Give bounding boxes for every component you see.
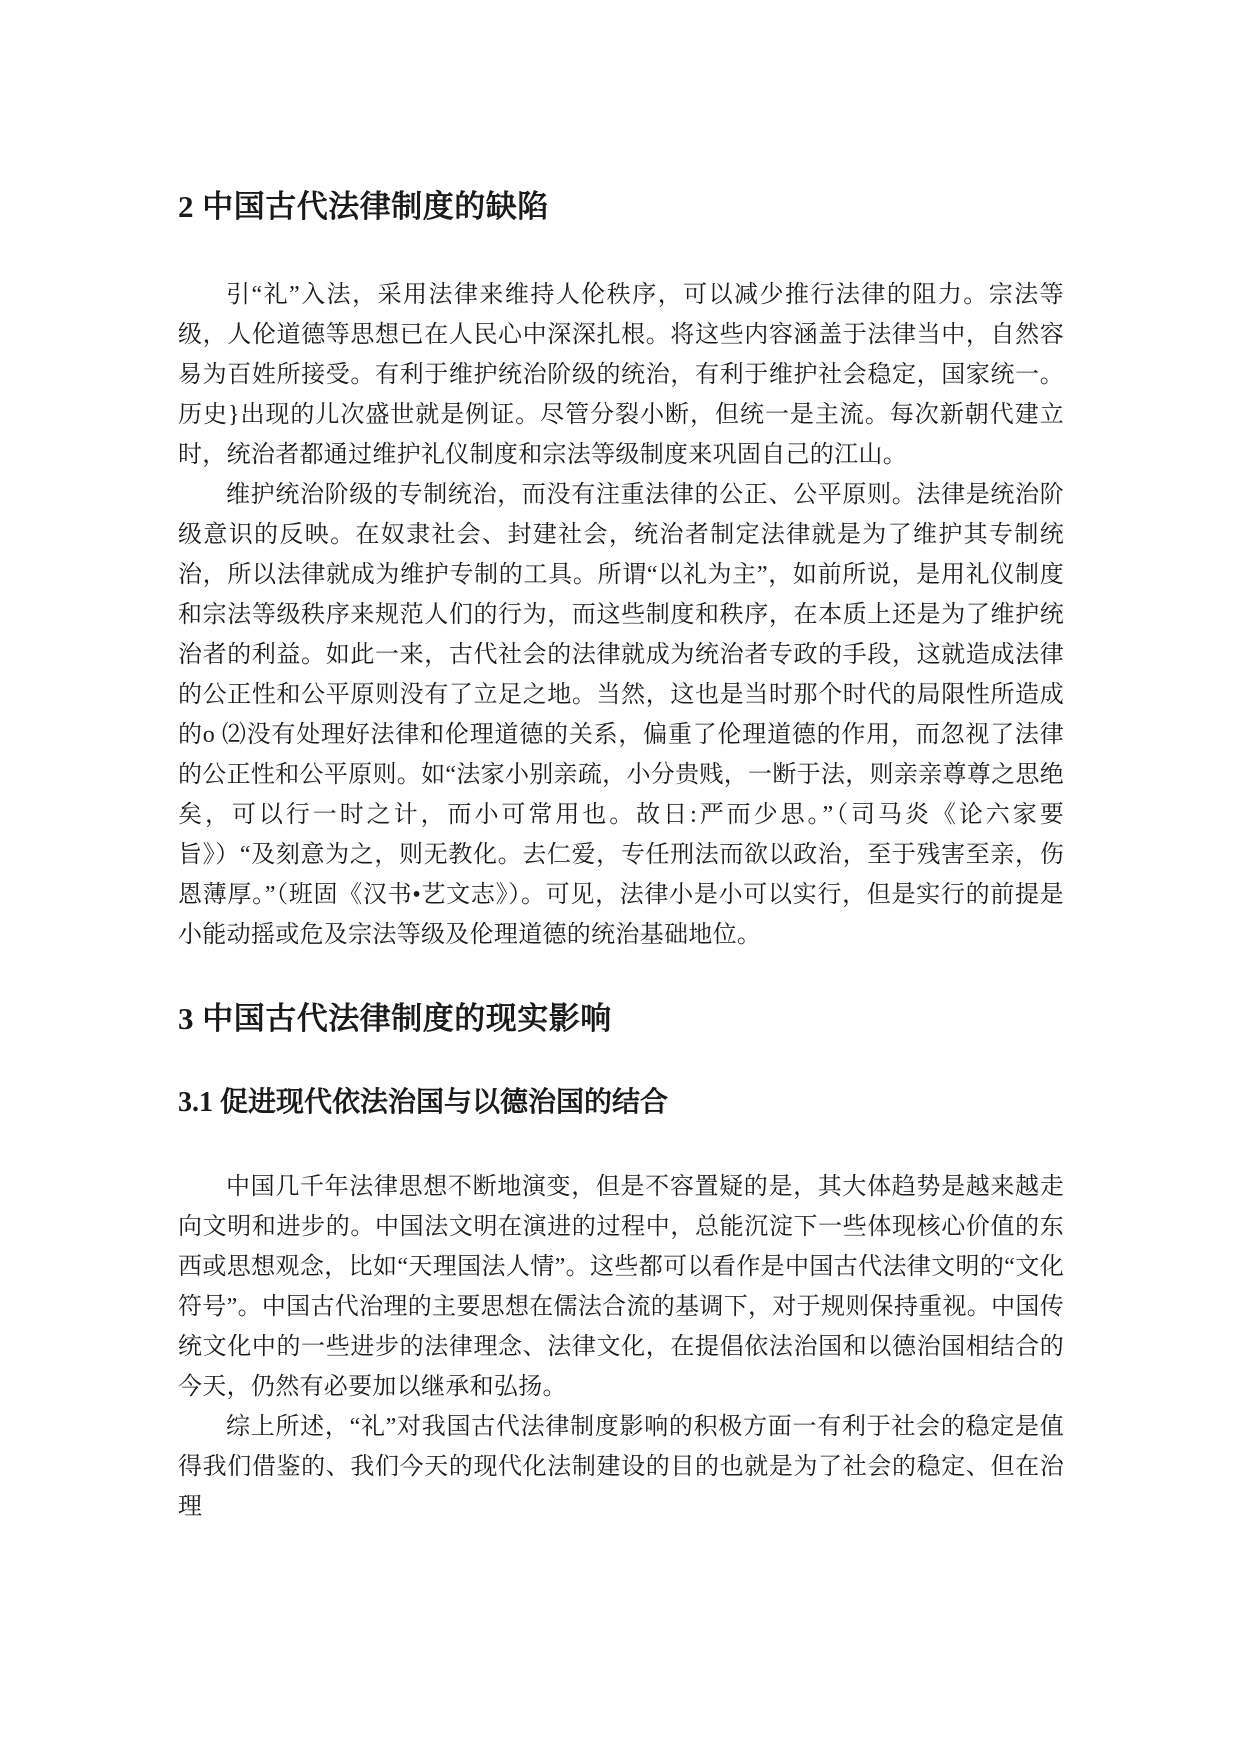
body-paragraph: 综上所述，“礼”对我国古代法律制度影响的积极方面一有利于社会的稳定是值得我们借鉴的、我们今天的现代化法制建设的目的也就是为了社会的稳定、但在治理	[178, 1414, 1064, 1520]
subsection-heading: 3.1 促进现代依法治国与以德治国的结合	[178, 1087, 669, 1118]
section-heading: 2 中国古代法律制度的缺陷	[178, 189, 549, 224]
body-paragraph: 引“礼”入法，采用法律来维持人伦秩序，可以减少推行法律的阻力。宗法等级，人伦道德等思想已在人民心中深深扎根。将这些内容涵盖于法律当中，自然容易为百姓所接受。有利于维护统治阶级的统治，有利于维护社会稳定，国家统一。历史}出现的儿次盛世就是例证。尽管分裂小断，但统一是主流。每次新朝代建立时，统治者都通过维护礼仪制度和宗法等级制度来巩固自己的江山。	[178, 282, 1064, 468]
body-paragraph: 维护统治阶级的专制统治，而没有注重法律的公正、公平原则。法律是统治阶级意识的反映。在奴隶社会、封建社会，统治者制定法律就是为了维护其专制统治，所以法律就成为维护专制的工具。所谓“以礼为主”，如前所说，是用礼仪制度和宗法等级秩序来规范人们的行为，而这些制度和秩序，在本质上还是为了维护统治者的利益。如此一来，古代社会的法律就成为统治者专政的手段，这就造成法律的公正性和公平原则没有了立足之地。当然，这也是当时那个时代的局限性所造成的o ⑵没有处理好法律和伦理道德的关系，偏重了伦理道德的作用，而忽视了法律的公正性和公平原则。如“法家小别亲疏，小分贵贱，一断于法，则亲亲尊尊之思绝矣，可以行一时之计，而小可常用也。故日:严而少思。”（司马炎《论六家要旨》）“及刻意为之，则无教化。去仁爱，专任刑法而欲以政治，至于残害至亲，伤恩薄厚。”（班固《汉书•艺文志》）。可见，法律小是小可以实行，但是实行的前提是小能动摇或危及宗法等级及伦理道德的统治基础地位。	[178, 482, 1064, 948]
body-paragraph: 中国几千年法律思想不断地演变，但是不容置疑的是，其大体趋势是越来越走向文明和进步的。中国法文明在演进的过程中，总能沉淀下一些体现核心价值的东西或思想观念，比如“天理国法人情”。这些都可以看作是中国古代法律文明的“文化符号”。中国古代治理的主要思想在儒法合流的基调下，对于规则保持重视。中国传统文化中的一些进步的法律理念、法律文化，在提倡依法治国和以德治国相结合的今天，仍然有必要加以继承和弘扬。	[178, 1174, 1064, 1400]
document-content	[178, 185, 1064, 1527]
section-heading: 3 中国古代法律制度的现实影响	[178, 1001, 612, 1036]
